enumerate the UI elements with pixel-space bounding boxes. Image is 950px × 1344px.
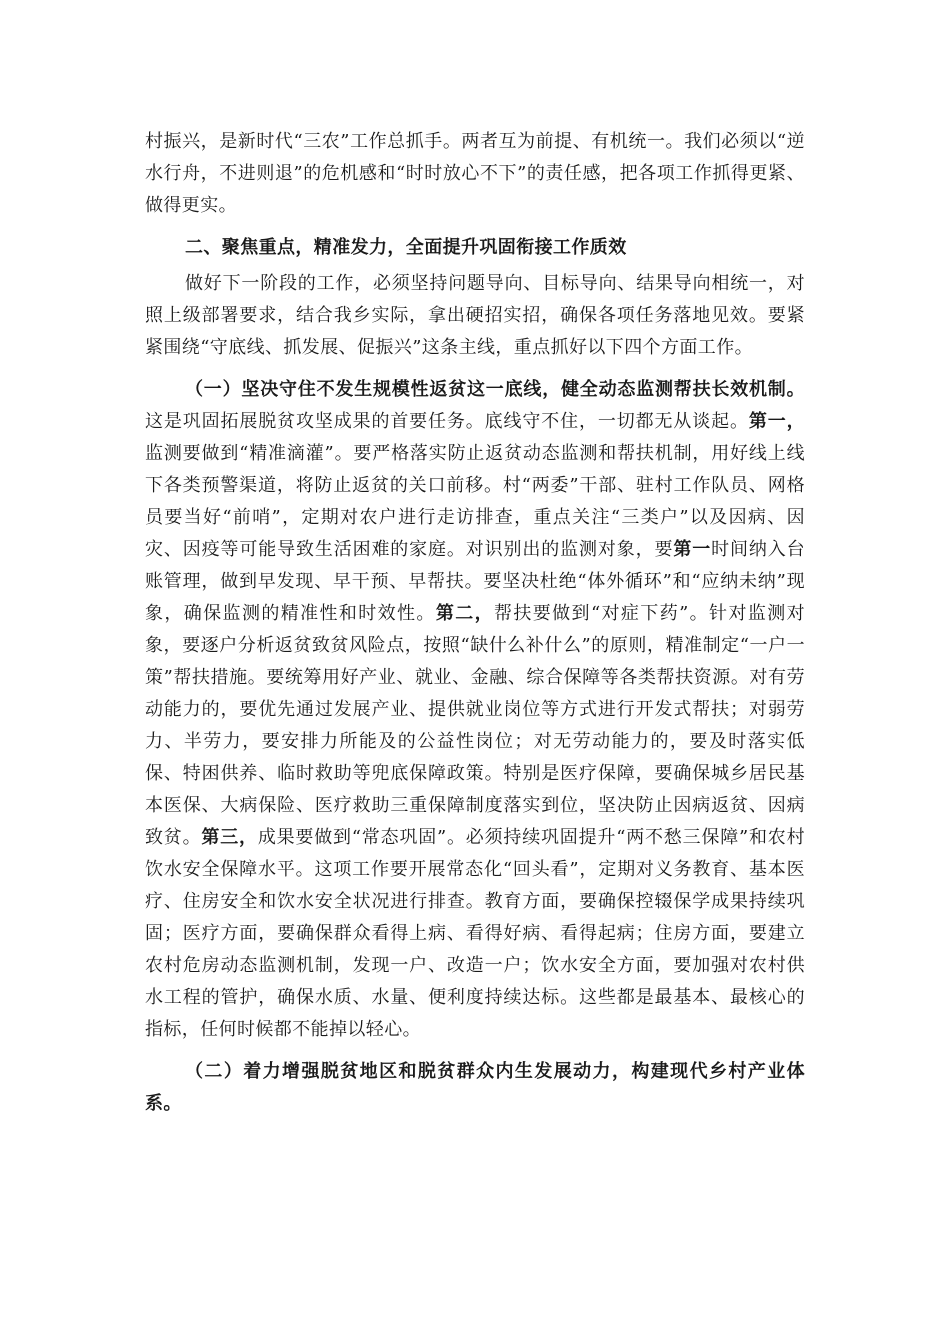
sub-two-heading [145, 1056, 805, 1120]
intro-tail-text: 村振兴，是新时代“三农”工作总抓手。两者互为前提、有机统一。我们必须以“逆水行舟，不进则退”的危机感和“时时放心不下”的责任感，把各项工作抓得更紧、做得更实。 [145, 131, 805, 216]
section-two-heading [145, 232, 805, 264]
first-time-label: 第一 [673, 539, 712, 560]
sub-one-text-c: 时间纳入台账管理，做到早发现、早干预、早帮扶。要坚决杜绝“体外循环”和“应纳未纳”现象，确保监测的精准性和时效性。 [145, 539, 806, 624]
sub-one-text-a: 这是巩固拓展脱贫攻坚成果的首要任务。底线守不住，一切都无从谈起。 [145, 411, 749, 432]
section-two-heading-text: 二、聚焦重点，精准发力，全面提升巩固衔接工作质效 [185, 237, 627, 258]
section-two-text: 做好下一阶段的工作，必须坚持问题导向、目标导向、结果导向相统一，对照上级部署要求，结合我乡实际，拿出硬招实招，确保各项任务落地见效。要紧紧围绕“守底线、抓发展、促振兴”这条主线，重点抓好以下四个方面工作。 [145, 273, 805, 358]
sub-one-text-b: 监测要做到“精准滴灌”。要严格落实防止返贫动态监测和帮扶机制，用好线上线下各类预警渠道，将防止返贫的关口前移。村“两委”干部、驻村工作队员、网格员要当好“前哨”，定期对农户进行走访排查，重点关注“三类户”以及因病、因灾、因疫等可能导致生活困难的家庭。对识别出的监测对象，要 [145, 443, 805, 560]
third-label: 第三， [201, 827, 258, 848]
paragraph-section-two [145, 268, 805, 364]
paragraph-intro-tail [145, 126, 805, 222]
document-body [145, 126, 805, 1124]
sub-one-text-e: 成果要做到“常态巩固”。必须持续巩固提升“两不愁三保障”和农村饮水安全保障水平。这项工作要开展常态化“回头看”，定期对义务教育、基本医疗、住房安全和饮水安全状况进行排查。教育方面，要确保控辍保学成果持续巩固；医疗方面，要确保群众看得上病、看得好病、看得起病；住房方面，要建立农村危房动态监测机制，发现一户、改造一户；饮水安全方面，要加强对农村供水工程的管护，确保水质、水量、便利度持续达标。这些都是最基本、最核心的指标，任何时候都不能掉以轻心。 [145, 827, 805, 1040]
paragraph-sub-one [145, 374, 805, 1046]
second-label: 第二， [435, 603, 494, 624]
sub-one-text-d: 帮扶要做到“对症下药”。针对监测对象，要逐户分析返贫致贫风险点，按照“缺什么补什么”的原则，精准制定“一户一策”帮扶措施。要统筹用好产业、就业、金融、综合保障等各类帮扶资源。对有劳动能力的，要优先通过发展产业、提供就业岗位等方式进行开发式帮扶；对弱劳力、半劳力，要安排力所能及的公益性岗位；对无劳动能力的，要及时落实低保、特困供养、临时救助等兜底保障政策。特别是医疗保障，要确保城乡居民基本医保、大病保险、医疗救助三重保障制度落实到位，坚决防止因病返贫、因病致贫。 [145, 603, 806, 848]
sub-two-heading-text: （二）着力增强脱贫地区和脱贫群众内生发展动力，构建现代乡村产业体系。 [145, 1061, 805, 1114]
sub-one-heading: （一）坚决守住不发生规模性返贫这一底线，健全动态监测帮扶长效机制。 [185, 379, 805, 400]
first-label: 第一， [748, 411, 806, 432]
